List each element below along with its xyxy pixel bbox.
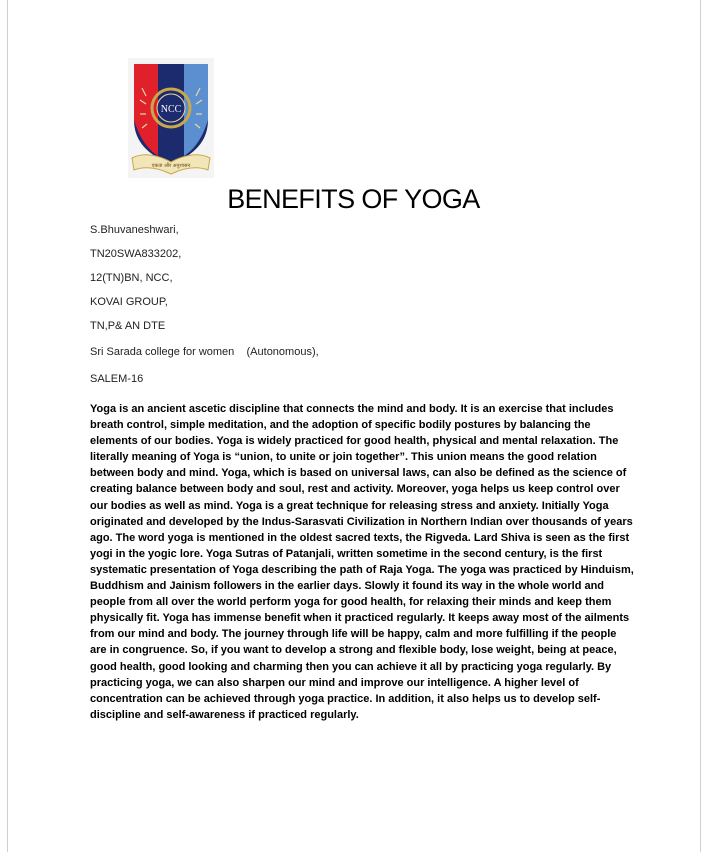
page-title: BENEFITS OF YOGA [227, 184, 480, 214]
author-unit: 12(TN)BN, NCC, [90, 272, 173, 284]
author-college: Sri Sarada college for women (Autonomous), [90, 346, 319, 358]
ncc-logo [128, 58, 214, 178]
ncc-scroll-text: एकता और अनुशासन [151, 163, 191, 169]
page-edge-left [7, 0, 8, 852]
ncc-badge-text: NCC [160, 104, 182, 115]
page-edge-right [700, 0, 701, 852]
author-group: KOVAI GROUP, [90, 296, 168, 308]
author-id: TN20SWA833202, [90, 248, 182, 260]
author-name: S.Bhuvaneshwari, [90, 224, 179, 236]
author-city: SALEM-16 [90, 373, 144, 385]
essay-body: Yoga is an ancient ascetic discipline that connects the mind and body. It is an exercise that includes breath control, simple meditation, and the adoption of specific bodily postures by balancing the elements of our bodies. Yoga is widely practiced for good health, physical and mental relaxation. The literally meaning of Yoga is “union, to unite or join together”. This union means the good relation between body and mind. Yoga, which is based on universal laws, can also be defined as the science of creating balance between body and soul, rest and activity. Moreover, yoga helps us keep control over our bodies as well as mind. Yoga is a great technique for releasing stress and anxiety. Initially Yoga originated and developed by the Indus-Sarasvati Civilization in Northern Indian over thousands of years ago. The word yoga is mentioned in the oldest sacred texts, the Rigveda. Lard Shiva is seen as the first yogi in the yogic lore. Yoga Sutras of Patanjali, written sometime in the second century, is the first systematic presentation of Yoga describing the path of Raja Yoga. The yoga was practiced by Hinduism, Buddhism and Jainism followers in the earlier days. Slowly it found its way in the whole world and people from all over the world perform yoga for good health, for relaxing their minds and keep them physically fit. Yoga has immense benefit when it practiced regularly. It keeps away most of the ailments from our mind and body. The journey through life will be happy, calm and more fulfilling if the people are in congruence. So, if you want to develop a strong and flexible body, lose weight, being at peace, good health, good looking and charming then you can achieve it all by practicing yoga regularly. By practicing yoga, we can also sharpen our mind and improve our intelligence. A higher level of concentration can be achieved through yoga practice. In addition, it also helps us to develop self-discipline and self-awareness if practiced regularly. [90, 403, 634, 721]
author-directorate: TN,P& AN DTE [90, 320, 166, 332]
